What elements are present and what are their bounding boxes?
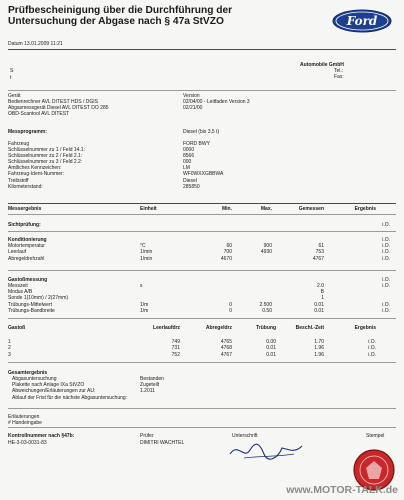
gastest-units xyxy=(140,283,148,314)
vehicle-value: 285850 xyxy=(183,183,200,190)
vehicle-value: 8566 xyxy=(183,153,195,160)
kond-units xyxy=(140,243,152,262)
vehicle-label: Schlüsselnummer zu 1 / Feld 14.1: xyxy=(8,147,85,154)
program-label: Messprogramm: xyxy=(8,129,47,135)
gastoss-abregel-vals xyxy=(196,339,232,358)
vehicle-value: Diesel xyxy=(183,177,197,184)
gesamt-value: 1.2011 xyxy=(140,388,155,395)
kond-meas: 753 xyxy=(315,249,324,256)
results-col-max: Max. xyxy=(260,206,272,212)
gesamt-title: Gesamtergebnis xyxy=(8,370,48,376)
title-line-1: Prüfbescheinigung über die Durchführung der xyxy=(8,5,233,16)
notes-title: Erläuterungen xyxy=(8,414,40,420)
signature-image xyxy=(224,438,304,464)
gastest-labels xyxy=(8,283,68,314)
pruefer-label: Prüfer xyxy=(140,433,154,439)
gastest-label: Trübungs-Bandbreite xyxy=(8,307,55,314)
signature-label: Unterschrift xyxy=(232,433,258,439)
kond-max: 900 xyxy=(263,243,272,249)
device-row: OBD-Scantool AVL DITEST xyxy=(8,111,70,117)
kond-result: i.O. xyxy=(382,243,390,249)
ford-logo-text: Ford xyxy=(346,14,378,28)
gastoss-cell: i.O. xyxy=(368,345,376,352)
gastoss-col-truebung: Trübung xyxy=(256,325,276,331)
gesamt-label: Plakette nach Anlage IXa StVZO xyxy=(12,382,85,389)
gesamt-value: Zugeteilt xyxy=(140,382,160,389)
notes-sub: # Handeingabe xyxy=(8,420,42,426)
kond-label: Motortemperatur xyxy=(8,243,45,249)
kond-min: 60 xyxy=(226,243,232,249)
vehicle-label: Treibstoff xyxy=(8,177,29,184)
gastest-max: 2.500 xyxy=(259,301,272,308)
gesamt-values xyxy=(140,376,164,395)
kond-result: i.O. xyxy=(382,255,390,262)
gesamt-value: Bestanden xyxy=(140,376,164,382)
vehicle-value: FORD BWY xyxy=(183,141,210,147)
company-name: Automobile GmbH xyxy=(300,62,344,68)
gastoss-ergebnis-vals xyxy=(340,339,376,358)
gastoss-label: Gastoß xyxy=(8,325,26,331)
device-version: 02/04/00 - Leitfaden Version 3 xyxy=(183,99,250,105)
kond-min: 4670 xyxy=(220,255,232,262)
watermark: www.MOTOR-TALK.de xyxy=(286,484,398,497)
device-row: Bedienrechner AVL DITEST HDS / DGIS xyxy=(8,99,98,105)
gastest-results xyxy=(366,283,390,314)
version-label: Version xyxy=(183,93,200,99)
kond-measured xyxy=(290,243,324,262)
stamp-label: Stempel xyxy=(366,433,385,439)
sicht-label: Sichtprüfung: xyxy=(8,222,41,228)
gastoss-cell: 752 xyxy=(171,351,180,358)
gastest-overall: i.O. xyxy=(382,277,390,283)
vehicle-label: Fahrzeug-Ident-Nummer: xyxy=(8,171,65,178)
vehicle-value: WF0WXXGBBWA xyxy=(183,171,224,178)
gastest-max: 0.50 xyxy=(262,307,272,314)
kond-result: i.O. xyxy=(382,249,390,256)
gastoss-col-abregel: Abregeldrz xyxy=(205,325,232,331)
divider xyxy=(8,408,396,409)
device-row: Abgasmessgerät Diesel AVL DITEST DO 285 xyxy=(8,105,109,111)
company-fax: Fax: xyxy=(334,74,344,80)
gastoss-cell: 4768 xyxy=(220,345,232,352)
device-list xyxy=(8,99,109,117)
gastoss-row-nums xyxy=(8,339,11,358)
gastest-label: Messzeit xyxy=(8,283,28,289)
customer-line-2: t xyxy=(10,75,12,81)
gastoss-cell: 749 xyxy=(171,339,180,345)
gastest-label: Trübungs-Mittelwert xyxy=(8,301,52,308)
gastest-unit: 1/m xyxy=(140,301,149,308)
gastest-mins xyxy=(208,283,232,314)
gesamt-label: Abweichungen/Erläuterungen zur AU: xyxy=(12,388,96,395)
gastoss-cell: i.O. xyxy=(368,339,376,345)
kond-unit: °C xyxy=(140,243,146,249)
gastest-meas: 0.01 xyxy=(314,307,324,314)
kond-meas: 61 xyxy=(318,243,324,249)
pruefer-value: DIMITRI WACHTEL xyxy=(140,440,185,446)
gastest-maxs xyxy=(248,283,272,314)
vehicle-values xyxy=(183,141,223,190)
divider xyxy=(8,203,396,204)
gesamt-label: Abgasuntersuchung xyxy=(12,376,57,382)
vehicle-value: 0000 xyxy=(183,147,195,154)
company-tel: Tel.: xyxy=(334,68,344,74)
kond-min: 700 xyxy=(223,249,232,256)
gastoss-cell: 0.00 xyxy=(266,339,276,345)
divider xyxy=(8,270,396,271)
gastest-meas: 2.0 xyxy=(317,283,324,289)
kond-mins xyxy=(208,243,232,262)
kond-unit: 1/min xyxy=(140,249,153,256)
device-label: Gerät xyxy=(8,93,21,99)
gastest-unit: s xyxy=(140,283,143,289)
gastoss-cell: 4765 xyxy=(220,339,232,345)
title-line-2: Untersuchung der Abgase nach § 47a StVZO xyxy=(8,16,224,27)
results-col-ergebnis: Ergebnis xyxy=(354,206,376,212)
divider xyxy=(8,318,396,319)
gastoss-beschl-vals xyxy=(284,339,324,358)
vehicle-labels xyxy=(8,141,85,190)
gastest-min: 0 xyxy=(229,307,232,314)
device-version: 02/21/00 xyxy=(183,105,203,111)
gastest-meas: B xyxy=(320,289,324,296)
gastoss-cell: 1.70 xyxy=(314,339,324,345)
konditionierung-title: Konditionierung xyxy=(8,237,47,243)
gastoss-cell: i.O. xyxy=(368,351,376,358)
gastest-label: Modus A/B xyxy=(8,289,33,296)
gastoss-col-beschl: Beschl.-Zeit xyxy=(295,325,324,331)
gastoss-row-num: 1 xyxy=(8,339,11,345)
gastoss-cell: 1.96 xyxy=(314,351,324,358)
kond-label: Leerlauf xyxy=(8,249,27,256)
kond-label: Abregeldrehzahl xyxy=(8,255,45,262)
results-col-messergebnis: Messergebnis xyxy=(8,206,42,212)
gastoss-cell: 1.96 xyxy=(314,345,324,352)
document-title xyxy=(8,5,308,27)
device-version-list xyxy=(183,99,250,111)
gastest-meas: 0.01 xyxy=(314,301,324,308)
gastoss-leerlauf-vals xyxy=(146,339,180,358)
vehicle-label: Fahrzeug xyxy=(8,141,30,147)
customer-line-1: S xyxy=(10,68,14,74)
gesamt-label: Ablauf der Frist für die nächste Abgasuntersuchung: xyxy=(12,394,128,401)
results-col-einheit: Einheit xyxy=(140,206,157,212)
kond-unit: 1/min xyxy=(140,255,153,262)
kond-labels xyxy=(8,243,45,262)
results-col-gemessen: Gemessen xyxy=(298,206,324,212)
program-value: Diesel (bis 3,5 t) xyxy=(183,129,220,135)
kontroll-label: Kontrollnummer nach §47b: xyxy=(8,433,75,439)
results-col-min: Min. xyxy=(222,206,232,212)
gastest-unit: 1/m xyxy=(140,307,149,314)
konditionierung-overall: i.O. xyxy=(382,237,390,243)
gastoss-truebung-vals xyxy=(250,339,276,358)
gastoss-cell: 731 xyxy=(171,345,180,352)
kond-meas: 4767 xyxy=(312,255,324,262)
kond-results xyxy=(366,243,390,262)
vehicle-label: Amtliches Kennzeichen: xyxy=(8,165,62,172)
gastest-title: Gastoßmessung xyxy=(8,277,48,283)
divider xyxy=(8,214,396,215)
kond-max: 4930 xyxy=(260,249,272,256)
divider xyxy=(8,427,396,428)
date-stamp: Datum 13.01.2009 11:21 xyxy=(8,41,63,47)
gastoss-cell: 0.01 xyxy=(266,345,276,352)
divider xyxy=(8,90,396,91)
gastoss-row-num: 3 xyxy=(8,351,11,358)
kontroll-value: HE-3-03-0031-83 xyxy=(8,440,47,446)
gastest-label: Sonde 1(10mm) / 2(27mm) xyxy=(8,295,69,302)
gastoss-col-leerlauf: Leerlaufdrz xyxy=(153,325,180,331)
gesamt-labels xyxy=(12,376,127,401)
vehicle-value: 000 xyxy=(183,159,192,166)
vehicle-label: Kilometerstand: xyxy=(8,183,43,190)
ford-logo xyxy=(332,9,392,33)
vehicle-label: Schlüsselnummer zu 2 / Feld 2.1: xyxy=(8,153,83,160)
gastoss-row-num: 2 xyxy=(8,345,11,352)
gastest-result: i.O. xyxy=(382,283,390,289)
kond-maxs xyxy=(248,243,272,256)
vehicle-label: Schlüsselnummer zu 3 / Feld 2.2: xyxy=(8,159,83,166)
gastoss-col-ergebnis: Ergebnis xyxy=(354,325,376,331)
gastest-result: i.O. xyxy=(382,307,390,314)
gastest-result: i.O. xyxy=(382,301,390,308)
gastoss-cell: 0.01 xyxy=(266,351,276,358)
gastest-measured xyxy=(290,283,324,314)
divider xyxy=(8,49,396,50)
vehicle-value: LM xyxy=(183,165,190,172)
gastest-meas: 1 xyxy=(321,295,324,302)
divider xyxy=(8,362,396,363)
gastoss-cell: 4767 xyxy=(220,351,232,358)
divider xyxy=(8,231,396,232)
gastest-min: 0 xyxy=(229,301,232,308)
sicht-result: i.O. xyxy=(382,222,390,228)
